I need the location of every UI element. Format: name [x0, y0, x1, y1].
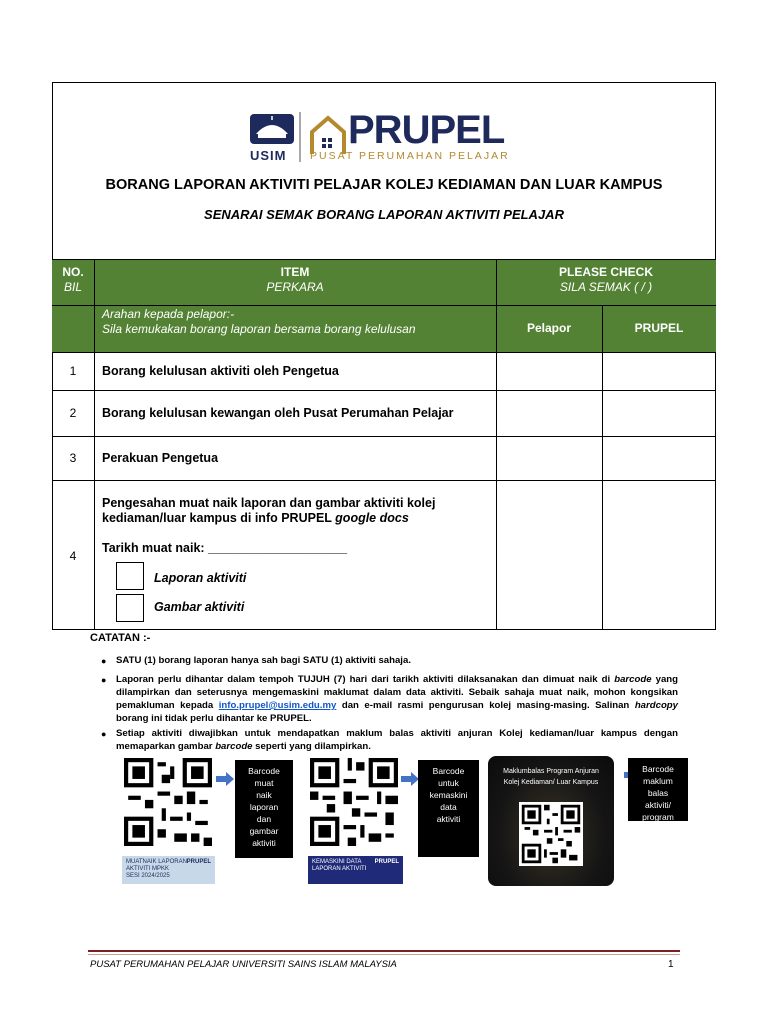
note-3-part: Setiap aktiviti diwajibkan untuk mendapatkan maklum balas aktiviti anjuran Kolej kediaman/luar kampus dengan memaparkan gambar	[116, 728, 678, 752]
note-2-barcode: barcode	[614, 674, 652, 685]
qr-code-icon[interactable]	[519, 802, 583, 866]
box-3-line: balas	[647, 788, 669, 798]
prupel-wordmark: PRUPEL	[348, 108, 505, 152]
note-3	[116, 727, 678, 753]
arrow-right-icon	[401, 772, 419, 786]
strip-2	[308, 856, 403, 884]
header-item: ITEM	[280, 265, 310, 279]
note-2	[116, 673, 678, 725]
row-2-item: Borang kelulusan kewangan oleh Pusat Perumahan Pelajar	[102, 406, 454, 420]
strip-2-text: KEMASKINI DATA	[312, 859, 362, 865]
note-1: SATU (1) borang laporan hanya sah bagi SATU (1) aktiviti sahaja.	[116, 655, 411, 666]
note-2-part: Laporan perlu dihantar dalam tempoh TUJUH (7) hari dari tarikh aktiviti dilaksanakan dan dimuat naik di	[116, 674, 615, 685]
header-perkara: PERKARA	[266, 280, 324, 294]
bullet-icon: ●	[101, 656, 107, 666]
row-4-item-line-2	[102, 511, 409, 525]
box-1-line: naik	[256, 790, 272, 800]
row-1-pelapor-check[interactable]	[497, 354, 602, 390]
grid-line	[94, 259, 95, 630]
barcode-box-3	[628, 758, 688, 821]
gambar-aktiviti-label: Gambar aktiviti	[154, 600, 245, 614]
tarikh-muat-naik: Tarikh muat naik: ____________________	[102, 541, 348, 555]
gambar-aktiviti-checkbox[interactable]	[116, 594, 144, 622]
row-4-pelapor-check[interactable]	[497, 481, 602, 629]
form-title: BORANG LAPORAN AKTIVITI PELAJAR KOLEJ KEDIAMAN DAN LUAR KAMPUS	[105, 177, 663, 193]
email-link[interactable]: info.prupel@usim.edu.my	[218, 700, 337, 711]
row-3-item: Perakuan Pengetua	[102, 451, 219, 465]
box-3-line: Barcode	[642, 764, 674, 774]
footer-rule	[88, 950, 680, 952]
box-3-line: aktiviti/	[645, 800, 671, 810]
qr-code-icon[interactable]	[310, 758, 398, 846]
row-4-number: 4	[69, 549, 77, 563]
header-divider	[52, 305, 716, 306]
strip-1-text: AKTIVITI MPKK	[126, 866, 170, 872]
box-1-line: gambar	[249, 826, 279, 836]
laporan-aktiviti-label: Laporan aktiviti	[154, 571, 247, 585]
header-pelapor: Pelapor	[526, 321, 571, 335]
bullet-icon: ●	[101, 729, 107, 739]
card-line-1: Maklumbalas Program Anjuran	[503, 768, 599, 775]
arahan-line-1: Arahan kepada pelapor:-	[102, 307, 235, 321]
row-3-pelapor-check[interactable]	[497, 437, 602, 480]
box-1-line: aktiviti	[252, 838, 276, 848]
row-2-number: 2	[69, 406, 77, 420]
box-1-line: laporan	[249, 802, 279, 812]
box-3-line: program	[642, 812, 674, 822]
arrow-right-icon	[216, 772, 234, 786]
header-please-check: PLEASE CHECK	[558, 265, 653, 279]
box-3-line: maklum	[643, 776, 673, 786]
qr-code-icon[interactable]	[124, 758, 212, 846]
box-2-line: kemaskini	[429, 790, 468, 800]
row-4-item-line-2-text: kediaman/luar kampus di info PRUPEL	[102, 511, 336, 525]
note-2-part: dan e-mail rasmi pengurusan kolej masing-masing. Salinan	[336, 700, 635, 711]
footer-rule-thin	[88, 954, 680, 955]
logo	[248, 110, 520, 166]
row-4-google-docs: google docs	[335, 511, 409, 525]
header-no: NO.	[62, 265, 84, 279]
note-2-part: borang ini tidak perlu dihantar ke PRUPEL.	[116, 713, 312, 724]
strip-1-text: MUATNAIK LAPORAN	[126, 859, 187, 865]
row-2-prupel-check[interactable]	[603, 391, 715, 436]
usim-text: USIM	[250, 148, 287, 163]
laporan-aktiviti-checkbox[interactable]	[116, 562, 144, 590]
strip-1-brand: PRUPEL	[186, 859, 211, 865]
row-1-item: Borang kelulusan aktiviti oleh Pengetua	[102, 364, 339, 378]
arahan-line-2: Sila kemukakan borang laporan bersama borang kelulusan	[102, 322, 416, 336]
note-2-hardcopy: hardcopy	[634, 700, 678, 711]
note-3-barcode: barcode	[215, 741, 253, 752]
box-1-line: muat	[254, 778, 274, 788]
row-2-pelapor-check[interactable]	[497, 391, 602, 436]
note-2-part: yang dilampirkan dan seterusnya mengemaskini maklumat dalam data aktiviti. Sebaik sahaja muat naik, mohon kongsikan pemakluman kepada	[116, 674, 679, 711]
footer-text: PUSAT PERUMAHAN PELAJAR UNIVERSITI SAINS ISLAM MALAYSIA	[90, 959, 397, 970]
row-4-prupel-check[interactable]	[603, 481, 715, 629]
barcode-box-1	[235, 760, 293, 858]
prupel-tagline: PUSAT PERUMAHAN PELAJAR	[310, 150, 510, 162]
catatan-title: CATATAN :-	[90, 632, 151, 644]
row-1-prupel-check[interactable]	[603, 354, 715, 390]
feedback-card	[488, 756, 614, 886]
row-4-item-line-1: Pengesahan muat naik laporan dan gambar aktiviti kolej	[102, 496, 436, 510]
form-subtitle: SENARAI SEMAK BORANG LAPORAN AKTIVITI PELAJAR	[204, 207, 564, 222]
box-2-line: Barcode	[432, 766, 465, 776]
strip-1-text: SESI 2024/2025	[126, 873, 170, 879]
header-sila-semak: SILA SEMAK ( / )	[559, 280, 653, 294]
box-1-line: dan	[256, 814, 272, 824]
header-bil: BIL	[63, 280, 82, 294]
strip-2-brand: PRUPEL	[374, 859, 399, 865]
barcode-box-2	[418, 760, 479, 857]
strip-1	[122, 856, 215, 884]
row-3-prupel-check[interactable]	[603, 437, 715, 480]
row-1-number: 1	[69, 364, 77, 378]
header-prupel: PRUPEL	[634, 321, 684, 335]
note-3-part: seperti yang dilampirkan.	[252, 741, 371, 752]
box-2-line: aktiviti	[436, 814, 461, 824]
box-2-line: untuk	[438, 778, 459, 788]
strip-2-text: LAPORAN AKTIVITI	[312, 866, 367, 872]
card-line-2: Kolej Kediaman/ Luar Kampus	[503, 779, 599, 786]
box-2-line: data	[440, 802, 457, 812]
box-1-line: Barcode	[248, 766, 280, 776]
page-number: 1	[668, 959, 674, 970]
row-3-number: 3	[69, 451, 77, 465]
bullet-icon: ●	[101, 675, 107, 685]
